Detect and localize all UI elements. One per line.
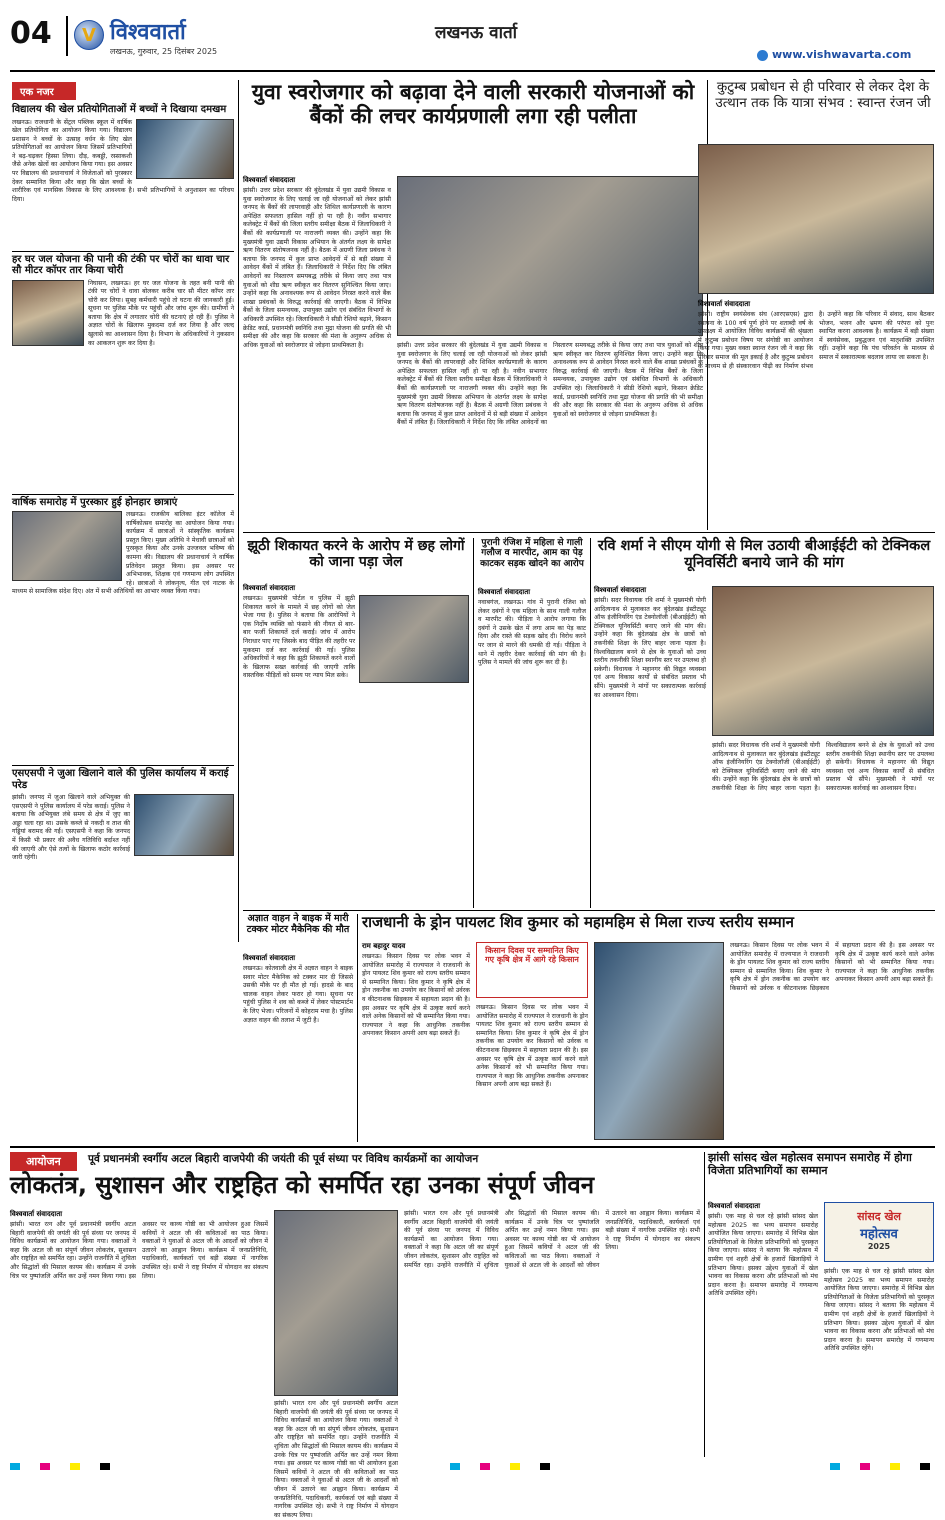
atal-body-continued-2: झांसी। भारत रत्न और पूर्व प्रधानमंत्री स्वर्गीय अटल बिहारी वाजपेयी की जयंती की पूर्व संध्या पर जनपद में विविध कार्यक्रमों का आयोजन किया गया। वक्ताओं ने कहा कि अटल जी का संपूर्ण जीवन लोकतंत्र, सुशासन और राष्ट्रहित को समर्पित रहा। उन्होंने राजनीति में शुचिता और सिद्धांतों की मिसाल कायम की। कार्यक्रम में उनके चित्र पर पुष्पांजलि अर्पित कर उन्हें नमन किया गया। इस अवसर पर काव्य गोष्ठी का भी आयोजन हुआ जिसमें कवियों ने अटल जी की कविताओं का पाठ किया। वक्ताओं ने युवाओं से अटल जी के आदर्शों को जीवन में उतारने का आह्वान किया। कार्यक्रम में जनप्रतिनिधि, पदाधिकारी, कार्यकर्ता एवं बड़ी संख्या में नागरिक उपस्थित रहे। सभी ने राष्ट्र निर्माण में योगदान का संकल्प लिया। <box>404 1210 700 1269</box>
lead-body-continued: झांसी। उत्तर प्रदेश सरकार की बुंदेलखंड में युवा उद्यमी विकास व युवा स्वरोजगार के लिए चलाई जा रही योजनाओं को लेकर झांसी जनपद के बैंकों की लापरवाही और शिथिल कार्यप्रणाली के कारण अपेक्षित सफलता हासिल नहीं हो पा रही है। नवीन सभागार कलेक्ट्रेट में बैंकों की जिला स्तरीय समीक्षा बैठक में जिलाधिकारी ने बैंकों की कार्यप्रणाली पर नाराजगी व्यक्त की। उन्होंने कहा कि मुख्यमंत्री युवा उद्यमी विकास अभियान के अंतर्गत लक्ष्य के सापेक्ष ऋण वितरण संतोषजनक नहीं है। बैठक में अग्रणी जिला प्रबंधक ने बताया कि जनपद में कुल प्राप्त आवेदनों में से बड़ी संख्या में आवेदन बैंकों में लंबित हैं। जिलाधिकारी ने निर्देश दिए कि लंबित आवेदनों का निस्तारण समयबद्ध तरीके से किया जाए तथा पात्र युवाओं को शीघ्र ऋण स्वीकृत कर वितरण सुनिश्चित किया जाए। उन्होंने कहा कि अनावश्यक रूप से आवेदन निरस्त करने वाले बैंक शाखा प्रबंधकों के विरुद्ध कार्रवाई की जाएगी। बैठक में विभिन्न बैंकों के जिला समन्वयक, उपायुक्त उद्योग एवं संबंधित विभागों के अधिकारी उपस्थित रहे। जिलाधिकारी ने सीडी रेशियो बढ़ाने, किसान क्रेडिट कार्ड, प्रधानमंत्री स्वनिधि तथा मुद्रा योजना की प्रगति की भी समीक्षा की और कहा कि सरकार की मंशा के अनुरूप अधिक से अधिक युवाओं को स्वरोजगार से जोड़ना प्राथमिकता है। <box>397 342 703 427</box>
kicker: पूर्व प्रधानमंत्री स्वर्गीय अटल बिहारी वाजपेयी की जयंती की पूर्व संध्या पर विविध कार्यक्रमों का आयोजन <box>88 1153 479 1165</box>
byline: विश्ववार्ता संवाददाता <box>243 954 296 962</box>
dateline: लखनऊ, गुरुवार, 25 दिसंबर 2025 <box>110 47 218 56</box>
sidebar-story <box>12 254 234 490</box>
story-body-continued: झांसी। सदर विधायक रवि शर्मा ने मुख्यमंत्री योगी आदित्यनाथ से मुलाकात कर बुंदेलखंड इंस्टीट्यूट ऑफ इंजीनियरिंग एंड टेक्नोलॉजी (बीआईईटी) को टेक्निकल यूनिवर्सिटी बनाए जाने की मांग की। उन्होंने कहा कि बुंदेलखंड क्षेत्र के छात्रों को तकनीकी शिक्षा के लिए बाहर जाना पड़ता है। विश्वविद्यालय बनने से क्षेत्र के युवाओं को उच्च स्तरीय तकनीकी शिक्षा स्थानीय स्तर पर उपलब्ध हो सकेगी। विधायक ने महानगर की विद्युत व्यवस्था एवं अन्य विकास कार्यों से संबंधित प्रस्ताव भी सौंपे। मुख्यमंत्री ने मांगों पर सकारात्मक कार्रवाई का आश्वासन दिया। <box>712 742 934 792</box>
sansad-story <box>708 1152 934 1457</box>
story-title: विद्यालय की खेल प्रतियोगिताओं में बच्चों ने दिखाया दमखम <box>12 104 227 115</box>
atal-headline: लोकतंत्र, सुशासन और राष्ट्रहित को समर्पित रहा उनका संपूर्ण जीवन <box>10 1171 595 1199</box>
byline: विश्ववार्ता संवाददाता <box>594 586 647 594</box>
sidebar-story <box>12 104 234 247</box>
top-right-headline: कुटुम्ब प्रबोधन से ही परिवार से लेकर देश के उत्थान तक कि यात्रा संभव : स्वान्त रंजन जी <box>715 79 931 111</box>
lead-story <box>243 80 703 530</box>
story-body: लखनऊ। मुख्यमंत्री पोर्टल व पुलिस में झूठी शिकायत करने के मामले में छह लोगों को जेल भेजा गया है। पुलिस ने बताया कि आरोपियों ने एक निर्दोष व्यक्ति को फंसाने की नीयत से बार-बार फर्जी शिकायतें दर्ज कराईं। जांच में आरोप निराधार पाए गए जिसके बाद पीड़ित की तहरीर पर मुकदमा दर्ज कर कार्रवाई की गई। पुलिस अधिकारियों ने कहा कि झूठी शिकायतें करने वालों के खिलाफ सख्त कार्रवाई की जाएगी ताकि वास्तविक पीड़ितों को समय पर न्याय मिल सके। <box>243 595 355 680</box>
page-number: 04 <box>10 16 52 51</box>
byline: विश्ववार्ता संवाददाता <box>10 1210 63 1218</box>
inset-text: किसान दिवस पर सम्मानित किए गए कृषि क्षेत्र में आगे रहे किसान <box>485 946 579 965</box>
story-headline: राजधानी के ड्रोन पायलट शिव कुमार को महामहिम से मिला राज्य स्तरीय सम्मान <box>362 913 794 931</box>
lead-body: झांसी। उत्तर प्रदेश सरकार की बुंदेलखंड में युवा उद्यमी विकास व युवा स्वरोजगार के लिए चलाई जा रही योजनाओं को लेकर झांसी जनपद के बैंकों की लापरवाही और शिथिल कार्यप्रणाली के कारण अपेक्षित सफलता हासिल नहीं हो पा रही है। नवीन सभागार कलेक्ट्रेट में बैंकों की जिला स्तरीय समीक्षा बैठक में जिलाधिकारी ने बैंकों की कार्यप्रणाली पर नाराजगी व्यक्त की। उन्होंने कहा कि मुख्यमंत्री युवा उद्यमी विकास अभियान के अंतर्गत लक्ष्य के सापेक्ष ऋण वितरण संतोषजनक नहीं है। बैठक में अग्रणी जिला प्रबंधक ने बताया कि जनपद में कुल प्राप्त आवेदनों में से बड़ी संख्या में आवेदन बैंकों में लंबित हैं। जिलाधिकारी ने निर्देश दिए कि लंबित आवेदनों का निस्तारण समयबद्ध तरीके से किया जाए तथा पात्र युवाओं को शीघ्र ऋण स्वीकृत कर वितरण सुनिश्चित किया जाए। उन्होंने कहा कि अनावश्यक रूप से आवेदन निरस्त करने वाले बैंक शाखा प्रबंधकों के विरुद्ध कार्रवाई की जाएगी। बैठक में विभिन्न बैंकों के जिला समन्वयक, उपायुक्त उद्योग एवं संबंधित विभागों के अधिकारी उपस्थित रहे। जिलाधिकारी ने सीडी रेशियो बढ़ाने, किसान क्रेडिट कार्ड, प्रधानमंत्री स्वनिधि तथा मुद्रा योजना की प्रगति की भी समीक्षा की और कहा कि सरकार की मंशा के अनुरूप अधिक से अधिक युवाओं को स्वरोजगार से जोड़ना प्राथमिकता है। <box>243 187 391 349</box>
logo-line-1: सांसद खेल <box>857 1210 901 1223</box>
byline: विश्ववार्ता संवाददाता <box>243 584 296 592</box>
top-right-photo <box>698 144 934 294</box>
atal-section <box>10 1152 700 1519</box>
story-body: निघासन, लखनऊ। हर घर जल योजना के तहत बनी पानी की टंकी पर चोरों ने धावा बोलकर करीब चार सौ मीटर कॉपर तार चोरी कर लिया। सुबह कर्मचारी पहुंचे तो घटना की जानकारी हुई। सूचना पर पुलिस मौके पर पहुंची और जांच शुरू की। ग्रामीणों ने बताया कि क्षेत्र में लगातार चोरी की घटनाएं हो रही हैं। पुलिस ने अज्ञात चोरों के खिलाफ मुकदमा दर्ज कर लिया है और जल्द खुलासे का आश्वासन दिया है। विभाग के अधिकारियों ने नुकसान का आकलन शुरू कर दिया है। <box>88 279 234 347</box>
sidebar-tag: एक नजर <box>12 82 76 100</box>
masthead <box>10 10 935 70</box>
top-right-body: झांसी। राष्ट्रीय स्वयंसेवक संघ (आरएसएस) द्वारा स्थापना के 100 वर्ष पूर्ण होने पर शताब्दी वर्ष के उपलक्ष्य में आयोजित विविध कार्यक्रमों की श्रृंखला में कुटुम्ब प्रबोधन विषय पर संगोष्ठी का आयोजन किया गया। मुख्य वक्ता स्वान्त रंजन जी ने कहा कि परिवार समाज की मूल इकाई है और कुटुम्ब प्रबोधन के माध्यम से ही संस्कारवान पीढ़ी का निर्माण संभव है। उन्होंने कहा कि परिवार में संवाद, साथ बैठकर भोजन, भजन और भ्रमण की परंपरा को पुनः स्थापित करना आवश्यक है। कार्यक्रम में बड़ी संख्या में स्वयंसेवक, प्रबुद्धजन एवं मातृशक्ति उपस्थित रहीं। उन्होंने कहा कि पंच परिवर्तन के माध्यम से समाज में सकारात्मक बदलाव लाया जा सकता है। <box>698 311 934 370</box>
story-text <box>708 1202 818 1455</box>
assault-story <box>478 538 586 908</box>
lead-headline: युवा स्वरोजगार को बढ़ावा देने वाली सरकारी योजनाओं को बैंकों की लचर कार्यप्रणाली लगा रही पलीता <box>251 80 695 129</box>
inset-box <box>476 942 588 998</box>
story-headline: अज्ञात वाहन ने बाइक में मारी टक्कर मोटर मैकेनिक की मौत <box>246 913 350 935</box>
bit-university-story <box>594 538 934 908</box>
news-photo <box>359 595 469 683</box>
vishwavarta-logo-icon: V <box>74 20 104 50</box>
section-title: लखनऊ वार्ता <box>435 23 518 43</box>
story-text <box>362 942 470 1140</box>
website-link[interactable]: www.vishwavarta.com <box>772 48 912 61</box>
story-body: लखनऊ। राजधानी के सेंट्रल पब्लिक स्कूल में वार्षिक खेल प्रतियोगिता का आयोजन किया गया। विद्यालय प्रशासन ने बच्चों के उत्साह वर्धन के लिए खेल प्रतियोगिताओं का आयोजन किया जिसमें प्रतिभागियों ने बढ़-चढ़कर हिस्सा लिया। दौड़, कबड्डी, रस्साकशी जैसे अनेक खेलों का आयोजन किया गया। इस अवसर पर विद्यालय की प्रधानाचार्य ने विजेताओं को पुरस्कार देकर सम्मानित किया और कहा कि खेल बच्चों के शारीरिक एवं मानसिक विकास के लिए आवश्यक है। सभी प्रतिभागियों ने अनुशासन का परिचय दिया। <box>12 118 234 203</box>
story-body: झांसी। सदर विधायक रवि शर्मा ने मुख्यमंत्री योगी आदित्यनाथ से मुलाकात कर बुंदेलखंड इंस्टीट्यूट ऑफ इंजीनियरिंग एंड टेक्नोलॉजी (बीआईईटी) को टेक्निकल यूनिवर्सिटी बनाए जाने की मांग की। उन्होंने कहा कि बुंदेलखंड क्षेत्र के छात्रों को तकनीकी शिक्षा के लिए बाहर जाना पड़ता है। विश्वविद्यालय बनने से क्षेत्र के युवाओं को उच्च स्तरीय तकनीकी शिक्षा स्थानीय स्तर पर उपलब्ध हो सकेगी। विधायक ने महानगर की विद्युत व्यवस्था एवं अन्य विकास कार्यों से संबंधित प्रस्ताव भी सौंपे। मुख्यमंत्री ने मांगों पर सकारात्मक कार्रवाई का आश्वासन दिया। <box>594 597 706 699</box>
story-headline: झांसी सांसद खेल महोत्सव समापन समारोह में होगा विजेता प्रतिभागियों का सम्मान <box>708 1151 912 1177</box>
section-tag: आयोजन <box>10 1152 77 1171</box>
news-photo <box>12 511 122 581</box>
story-body: लखनऊ। कोतवाली क्षेत्र में अज्ञात वाहन ने बाइक सवार मोटर मैकेनिक को टक्कर मार दी जिससे उसकी मौके पर ही मौत हो गई। हादसे के बाद चालक वाहन लेकर फरार हो गया। सूचना पर पहुंची पुलिस ने शव को कब्जे में लेकर पोस्टमार्टम के लिए भेजा। परिजनों में कोहराम मचा है। पुलिस अज्ञात वाहन की तलाश में जुटी है। <box>243 965 353 1024</box>
sansad-logo <box>824 1202 934 1262</box>
story-body: नवाबगंज, लखनऊ। गांव में पुरानी रंजिश को लेकर दबंगों ने एक महिला के साथ गाली गलौज व मारपीट की। पीड़िता ने आरोप लगाया कि दबंगों ने उसके खेत में लगा आम का पेड़ काट दिया और रास्ते की सड़क खोद दी। विरोध करने पर जान से मारने की धमकी दी गई। पीड़िता ने थाने में तहरीर देकर कार्रवाई की मांग की है। पुलिस ने मामले की जांच शुरू कर दी है। <box>478 599 586 667</box>
story-title: एसएसपी ने जुआ खिलाने वाले की पुलिस कार्यालय में कराई परेड <box>12 768 229 791</box>
header-rule <box>10 70 935 72</box>
byline: विश्ववार्ता संवाददाता <box>243 176 296 184</box>
story-title: हर घर जल योजना की पानी की टंकी पर चोरों का धावा चार सौ मीटर कॉपर तार किया चोरी <box>12 253 230 276</box>
story-headline: रवि शर्मा ने सीएम योगी से मिल उठायी बीआईईटी को टेक्निकल यूनिवर्सिटी बनाये जाने की मांग <box>597 538 931 571</box>
story-body-continued: लखनऊ। किसान दिवस पर लोक भवन में आयोजित समारोह में राज्यपाल ने राजधानी के ड्रोन पायलट शिव कुमार को राज्य स्तरीय सम्मान से सम्मानित किया। शिव कुमार ने कृषि क्षेत्र में ड्रोन तकनीक का उपयोग कर किसानों को उर्वरक व कीटनाशक छिड़काव में सहायता प्रदान की है। इस अवसर पर कृषि क्षेत्र में उत्कृष्ट कार्य करने वाले अनेक किसानों को भी सम्मानित किया गया। राज्यपाल ने कहा कि आधुनिक तकनीक अपनाकर किसान अपनी आय बढ़ा सकते हैं। <box>476 1004 588 1089</box>
sidebar <box>12 80 234 942</box>
paper-name: विश्ववार्ता <box>110 20 186 45</box>
byline: विश्ववार्ता संवाददाता <box>698 300 751 308</box>
story-body-continued-2: लखनऊ। किसान दिवस पर लोक भवन में आयोजित समारोह में राज्यपाल ने राजधानी के ड्रोन पायलट शिव कुमार को राज्य स्तरीय सम्मान से सम्मानित किया। शिव कुमार ने कृषि क्षेत्र में ड्रोन तकनीक का उपयोग कर किसानों को उर्वरक व कीटनाशक छिड़काव में सहायता प्रदान की है। इस अवसर पर कृषि क्षेत्र में उत्कृष्ट कार्य करने वाले अनेक किसानों को भी सम्मानित किया गया। राज्यपाल ने कहा कि आधुनिक तकनीक अपनाकर किसान अपनी आय बढ़ा सकते हैं। <box>730 942 934 992</box>
lead-photo <box>397 176 703 336</box>
atal-photo <box>274 1210 398 1396</box>
story-body: झांसी। एक माह से चल रहे झांसी सांसद खेल महोत्सव 2025 का भव्य समापन समारोह आयोजित किया जाएगा। समारोह में विभिन्न खेल प्रतियोगिताओं के विजेता प्रतिभागियों को पुरस्कृत किया जाएगा। सांसद ने बताया कि महोत्सव में ग्रामीण एवं शहरी क्षेत्रों के हजारों खिलाड़ियों ने प्रतिभाग किया। इसका उद्देश्य युवाओं में खेल भावना का विकास करना और प्रतिभाओं को मंच प्रदान करना है। समापन समारोह में गणमान्य अतिथि उपस्थित रहेंगे। <box>708 1213 818 1298</box>
accident-story <box>243 914 353 1142</box>
story-headline: पुरानी रंजिश में महिला से गाली गलौज व मारपीट, आम का पेड़ काटकर सड़क खोदने का आरोप <box>480 538 584 569</box>
story-body: लखनऊ। किसान दिवस पर लोक भवन में आयोजित समारोह में राज्यपाल ने राजधानी के ड्रोन पायलट शिव कुमार को राज्य स्तरीय सम्मान से सम्मानित किया। शिव कुमार ने कृषि क्षेत्र में ड्रोन तकनीक का उपयोग कर किसानों को उर्वरक व कीटनाशक छिड़काव में सहायता प्रदान की है। इस अवसर पर कृषि क्षेत्र में उत्कृष्ट कार्य करने वाले अनेक किसानों को भी सम्मानित किया गया। राज्यपाल ने कहा कि आधुनिक तकनीक अपनाकर किसान अपनी आय बढ़ा सकते हैं। <box>362 953 470 1038</box>
atal-text <box>10 1210 268 1455</box>
top-right-text <box>698 300 934 528</box>
news-photo <box>712 586 934 736</box>
print-registration-bar <box>10 1462 935 1472</box>
news-photo <box>136 119 234 179</box>
byline: विश्ववार्ता संवाददाता <box>708 1202 761 1210</box>
sidebar-story <box>12 768 234 914</box>
top-right-story <box>698 79 934 530</box>
story-headline: झूठी शिकायत करने के आरोप में छह लोगों को जाना पड़ा जेल <box>247 538 465 571</box>
false-complaint-story <box>243 538 469 908</box>
lead-text <box>243 176 391 526</box>
sidebar-story <box>12 497 234 762</box>
story-text <box>594 586 706 906</box>
news-photo <box>12 280 84 346</box>
atal-body-continued: झांसी। भारत रत्न और पूर्व प्रधानमंत्री स्वर्गीय अटल बिहारी वाजपेयी की जयंती की पूर्व संध्या पर जनपद में विविध कार्यक्रमों का आयोजन किया गया। वक्ताओं ने कहा कि अटल जी का संपूर्ण जीवन लोकतंत्र, सुशासन और राष्ट्रहित को समर्पित रहा। उन्होंने राजनीति में शुचिता और सिद्धांतों की मिसाल कायम की। कार्यक्रम में उनके चित्र पर पुष्पांजलि अर्पित कर उन्हें नमन किया गया। इस अवसर पर काव्य गोष्ठी का भी आयोजन हुआ जिसमें कवियों ने अटल जी की कविताओं का पाठ किया। वक्ताओं ने युवाओं से अटल जी के आदर्शों को जीवन में उतारने का आह्वान किया। कार्यक्रम में जनप्रतिनिधि, पदाधिकारी, कार्यकर्ता एवं बड़ी संख्या में नागरिक उपस्थित रहे। सभी ने राष्ट्र निर्माण में योगदान का संकल्प लिया। <box>274 1400 398 1519</box>
story-title: वार्षिक समारोह में पुरस्कार हुई होनहार छात्राएं <box>12 496 178 508</box>
byline: राम बहादुर यादव <box>362 942 406 950</box>
news-photo <box>594 942 724 1140</box>
story-body: झांसी। जनपद में जुआ खिलाने वाले अभियुक्त की एसएसपी ने पुलिस कार्यालय में परेड कराई। पुलिस ने बताया कि अभियुक्त लंबे समय से क्षेत्र में जुए का अड्डा चला रहा था। उसके कब्जे से नकदी व ताश की गड्डियां बरामद की गईं। एसएसपी ने कहा कि जनपद में किसी भी प्रकार की अवैध गतिविधि बर्दाश्त नहीं की जाएगी और ऐसे तत्वों के खिलाफ कठोर कार्रवाई जारी रहेगी। <box>12 794 130 862</box>
atal-body: झांसी। भारत रत्न और पूर्व प्रधानमंत्री स्वर्गीय अटल बिहारी वाजपेयी की जयंती की पूर्व संध्या पर जनपद में विविध कार्यक्रमों का आयोजन किया गया। वक्ताओं ने कहा कि अटल जी का संपूर्ण जीवन लोकतंत्र, सुशासन और राष्ट्रहित को समर्पित रहा। उन्होंने राजनीति में शुचिता और सिद्धांतों की मिसाल कायम की। कार्यक्रम में उनके चित्र पर पुष्पांजलि अर्पित कर उन्हें नमन किया गया। इस अवसर पर काव्य गोष्ठी का भी आयोजन हुआ जिसमें कवियों ने अटल जी की कविताओं का पाठ किया। वक्ताओं ने युवाओं से अटल जी के आदर्शों को जीवन में उतारने का आह्वान किया। कार्यक्रम में जनप्रतिनिधि, पदाधिकारी, कार्यकर्ता एवं बड़ी संख्या में नागरिक उपस्थित रहे। सभी ने राष्ट्र निर्माण में योगदान का संकल्प लिया। <box>10 1221 268 1280</box>
logo-year: 2025 <box>867 1242 891 1251</box>
logo-line-2: महोत्सव <box>860 1227 898 1242</box>
news-photo <box>134 794 234 856</box>
globe-icon <box>757 50 768 61</box>
drone-pilot-story <box>362 914 934 1142</box>
byline: विश्ववार्ता संवाददाता <box>478 588 531 596</box>
story-body-continued: झांसी। एक माह से चल रहे झांसी सांसद खेल महोत्सव 2025 का भव्य समापन समारोह आयोजित किया जाएगा। समारोह में विभिन्न खेल प्रतियोगिताओं के विजेता प्रतिभागियों को पुरस्कृत किया जाएगा। सांसद ने बताया कि महोत्सव में ग्रामीण एवं शहरी क्षेत्रों के हजारों खिलाड़ियों ने प्रतिभाग किया। इसका उद्देश्य युवाओं में खेल भावना का विकास करना और प्रतिभाओं को मंच प्रदान करना है। समापन समारोह में गणमान्य अतिथि उपस्थित रहेंगे। <box>824 1268 934 1353</box>
story-body: लखनऊ। राजकीय बालिका इंटर कॉलेज में वार्षिकोत्सव समारोह का आयोजन किया गया। कार्यक्रम में छात्राओं ने सांस्कृतिक कार्यक्रम प्रस्तुत किए। मुख्य अतिथि ने मेधावी छात्राओं को पुरस्कृत किया और उनके उज्जवल भविष्य की कामना की। विद्यालय की प्रधानाचार्य ने वार्षिक प्रतिवेदन प्रस्तुत किया। इस अवसर पर अभिभावक, शिक्षक एवं गणमान्य लोग उपस्थित रहे। छात्राओं ने लोकनृत्य, गीत एवं नाटक के माध्यम से सामाजिक संदेश दिए। अंत में सभी अतिथियों का आभार व्यक्त किया गया। <box>12 511 234 596</box>
